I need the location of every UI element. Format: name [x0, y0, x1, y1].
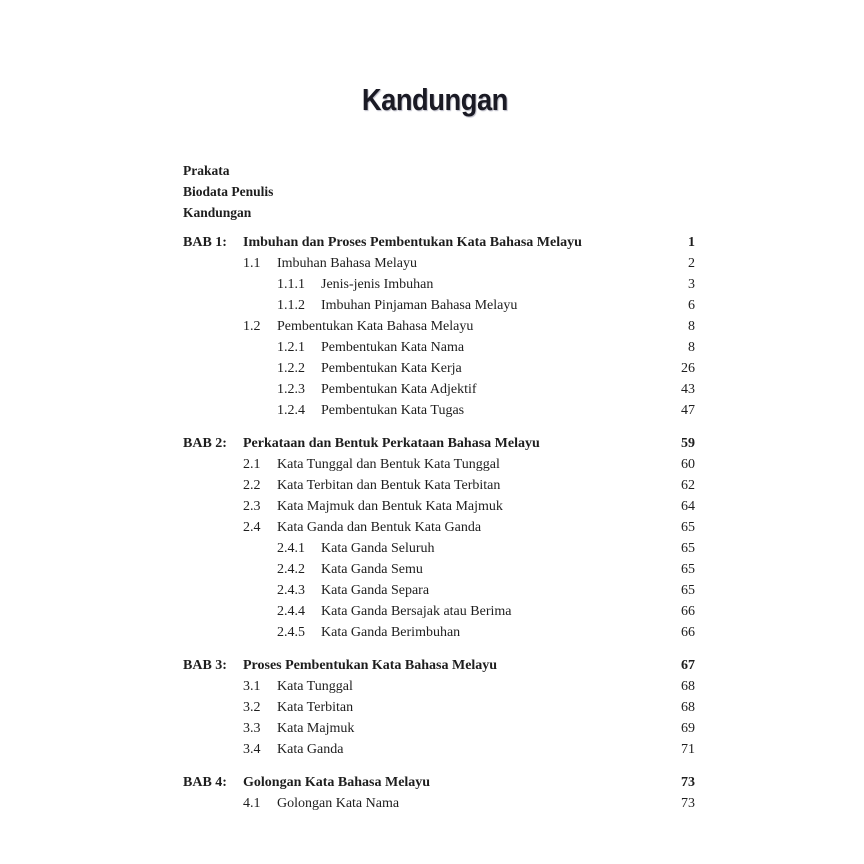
section-number: 3.3 [243, 721, 261, 736]
section-number: 1.2.3 [277, 382, 305, 397]
page-number: 69 [681, 721, 695, 736]
table-of-contents [183, 232, 695, 814]
section-title: Kata Majmuk [277, 721, 355, 736]
section-title: Pembentukan Kata Tugas [321, 403, 465, 418]
section-number: 2.4.5 [277, 625, 305, 640]
section-number: 2.4 [243, 520, 261, 535]
section-number: 1.1.1 [277, 277, 305, 292]
toc-subsection-row [183, 601, 695, 622]
section-number: 1.1 [243, 256, 261, 271]
page-number: 26 [681, 361, 695, 376]
section-title: Imbuhan Bahasa Melayu [277, 256, 417, 271]
chapter-title: Proses Pembentukan Kata Bahasa Melayu [243, 658, 498, 673]
section-number: 3.4 [243, 742, 261, 757]
page-number: 1 [688, 235, 695, 250]
page-number: 2 [688, 256, 695, 271]
toc-subsection-row [183, 337, 695, 358]
section-title: Pembentukan Kata Adjektif [321, 382, 477, 397]
section-number: 1.2.1 [277, 340, 305, 355]
toc-section-row [183, 739, 695, 760]
section-title: Kata Ganda Bersajak atau Berima [321, 604, 512, 619]
front-matter-item-prakata: Prakata [183, 163, 230, 178]
section-title: Kata Ganda Semu [321, 562, 423, 577]
page-number: 65 [681, 562, 695, 577]
section-title: Kata Tunggal dan Bentuk Kata Tunggal [277, 457, 500, 472]
page-number: 67 [681, 658, 695, 673]
page-number: 64 [681, 499, 695, 514]
section-number: 1.2.4 [277, 403, 305, 418]
section-number: 1.2 [243, 319, 261, 334]
front-matter-item-biodata-penulis: Biodata Penulis [183, 184, 274, 199]
section-number: 1.2.2 [277, 361, 305, 376]
page-number: 6 [688, 298, 695, 313]
page-number: 73 [681, 775, 695, 790]
page-number: 68 [681, 700, 695, 715]
chapter-number: BAB 1: [183, 235, 227, 250]
section-title: Kata Ganda Seluruh [321, 541, 435, 556]
page-number: 65 [681, 541, 695, 556]
section-title: Imbuhan Pinjaman Bahasa Melayu [321, 298, 518, 313]
section-title: Kata Majmuk dan Bentuk Kata Majmuk [277, 499, 503, 514]
toc-chapter-row [183, 433, 695, 454]
section-title: Golongan Kata Nama [277, 796, 400, 811]
section-number: 2.2 [243, 478, 261, 493]
chapter-spacer [183, 760, 695, 772]
page-number: 71 [681, 742, 695, 757]
toc-section-row [183, 496, 695, 517]
section-title: Kata Ganda dan Bentuk Kata Ganda [277, 520, 482, 535]
toc-chapter-row [183, 772, 695, 793]
page-number: 8 [688, 340, 695, 355]
section-title: Kata Terbitan dan Bentuk Kata Terbitan [277, 478, 501, 493]
section-number: 3.2 [243, 700, 261, 715]
page-number: 60 [681, 457, 695, 472]
page-title: Kandungan [361, 82, 508, 117]
page-number: 65 [681, 520, 695, 535]
toc-section-row [183, 475, 695, 496]
page-number: 59 [681, 436, 695, 451]
toc-subsection-row [183, 622, 695, 643]
chapter-spacer [183, 643, 695, 655]
section-number: 2.1 [243, 457, 261, 472]
toc-subsection-row [183, 295, 695, 316]
chapter-title: Perkataan dan Bentuk Perkataan Bahasa Melayu [243, 436, 540, 451]
toc-section-row [183, 676, 695, 697]
toc-section-row [183, 718, 695, 739]
toc-chapter-row [183, 232, 695, 253]
chapter-number: BAB 3: [183, 658, 227, 673]
toc-section-row [183, 697, 695, 718]
toc-section-row [183, 517, 695, 538]
chapter-title: Golongan Kata Bahasa Melayu [243, 775, 431, 790]
page-number: 73 [681, 796, 695, 811]
page-number: 47 [681, 403, 695, 418]
toc-subsection-row [183, 274, 695, 295]
section-number: 2.4.1 [277, 541, 305, 556]
page-number: 3 [688, 277, 695, 292]
page-number: 43 [681, 382, 695, 397]
chapter-number: BAB 4: [183, 775, 227, 790]
page-number: 66 [681, 604, 695, 619]
front-matter-list [183, 160, 273, 223]
page-number: 66 [681, 625, 695, 640]
section-number: 4.1 [243, 796, 261, 811]
toc-subsection-row [183, 400, 695, 421]
section-number: 2.4.3 [277, 583, 305, 598]
toc-section-row [183, 316, 695, 337]
section-number: 2.4.4 [277, 604, 305, 619]
toc-section-row [183, 454, 695, 475]
page-number: 68 [681, 679, 695, 694]
section-title: Kata Terbitan [277, 700, 354, 715]
toc-subsection-row [183, 379, 695, 400]
toc-subsection-row [183, 559, 695, 580]
toc-subsection-row [183, 358, 695, 379]
section-title: Jenis-jenis Imbuhan [321, 277, 434, 292]
section-number: 2.4.2 [277, 562, 305, 577]
toc-section-row [183, 253, 695, 274]
section-title: Kata Ganda [277, 742, 344, 757]
section-title: Kata Tunggal [277, 679, 353, 694]
toc-section-row [183, 793, 695, 814]
toc-chapter-row [183, 655, 695, 676]
section-title: Kata Ganda Separa [321, 583, 430, 598]
section-number: 1.1.2 [277, 298, 305, 313]
toc-subsection-row [183, 538, 695, 559]
section-title: Pembentukan Kata Bahasa Melayu [277, 319, 474, 334]
section-title: Pembentukan Kata Nama [321, 340, 465, 355]
section-title: Kata Ganda Berimbuhan [321, 625, 461, 640]
page-number: 8 [688, 319, 695, 334]
section-title: Pembentukan Kata Kerja [321, 361, 462, 376]
chapter-spacer [183, 421, 695, 433]
section-number: 3.1 [243, 679, 261, 694]
toc-subsection-row [183, 580, 695, 601]
page-number: 65 [681, 583, 695, 598]
chapter-number: BAB 2: [183, 436, 227, 451]
front-matter-item-kandungan: Kandungan [183, 205, 252, 220]
section-number: 2.3 [243, 499, 261, 514]
page-number: 62 [681, 478, 695, 493]
chapter-title: Imbuhan dan Proses Pembentukan Kata Bahasa Melayu [243, 235, 582, 250]
